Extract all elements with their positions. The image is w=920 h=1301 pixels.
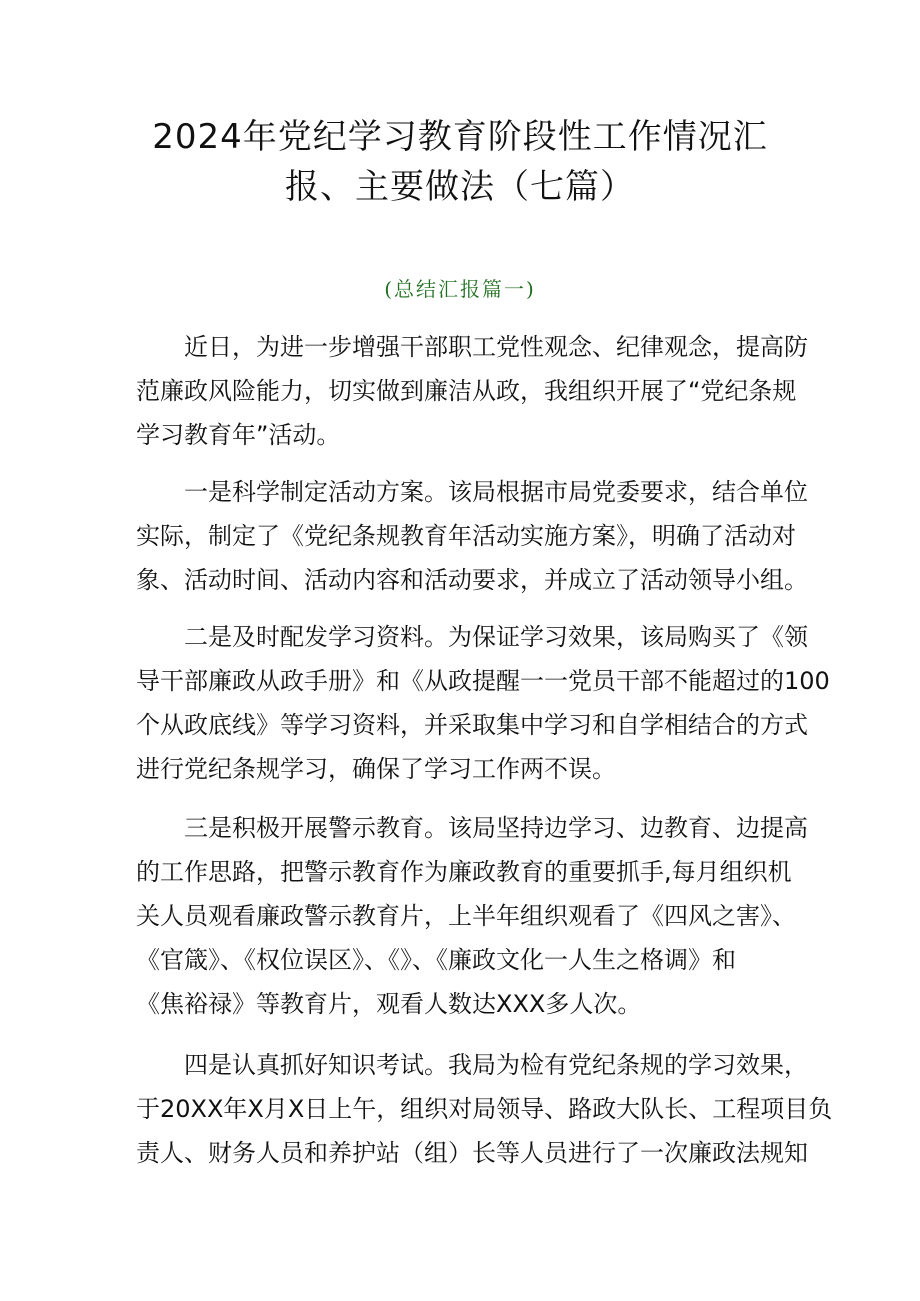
paragraph-item-3 [136, 806, 808, 1026]
text-line: 关人员观看廉政警示教育片，上半年组织观看了《四风之害》、 [136, 902, 796, 930]
text-line: 的工作思路，把警示教育作为廉政教育的重要抓手,每月组织机 [136, 858, 792, 886]
text-line: 进行党纪条规学习，确保了学习工作两不误。 [136, 755, 616, 783]
text-line: 象、活动时间、活动内容和活动要求，并成立了活动领导小组。 [136, 566, 808, 594]
text-line: 责人、财务人员和养护站（组）长等人员进行了一次廉政法规知 [136, 1139, 808, 1167]
text-line: 三是积极开展警示教育。该局坚持边学习、边教育、边提高 [184, 814, 808, 842]
text-line: 于20XX年X月X日上午，组织对局领导、路政大队长、工程项目负 [136, 1095, 833, 1123]
title-line: 2024年党纪学习教育阶段性工作情况汇 [152, 117, 768, 157]
text-line: 范廉政风险能力，切实做到廉洁从政，我组织开展了“党纪条规 [136, 377, 797, 405]
text-line: 导干部廉政从政手册》和《从政提醒一一党员干部不能超过的100 [136, 667, 830, 695]
paragraph-item-1 [136, 470, 808, 602]
text-line: 《官箴》、《权位误区》、《》、《廉政文化一人生之格调》和 [136, 946, 736, 974]
text-line: 个从政底线》等学习资料，并采取集中学习和自学相结合的方式 [136, 711, 808, 739]
paragraph-item-4 [136, 1043, 833, 1175]
text-line: 《焦裕禄》等教育片，观看人数达XXX多人次。 [136, 990, 642, 1018]
section-subtitle: (总结汇报篇一) [384, 277, 536, 301]
text-line: 四是认真抓好知识考试。我局为检有党纪条规的学习效果， [184, 1051, 808, 1079]
paragraph-intro [136, 325, 808, 457]
text-line: 一是科学制定活动方案。该局根据市局党委要求，结合单位 [184, 478, 808, 506]
paragraph-item-2 [136, 615, 830, 791]
text-line: 学习教育年”活动。 [136, 421, 341, 449]
document-title [150, 112, 770, 212]
text-line: 实际，制定了《党纪条规教育年活动实施方案》，明确了活动对 [136, 522, 796, 550]
text-line: 近日，为进一步增强干部职工党性观念、纪律观念，提高防 [184, 333, 808, 361]
text-line: 二是及时配发学习资料。为保证学习效果，该局购买了《领 [184, 623, 808, 651]
title-line: 报、主要做法（七篇） [285, 167, 635, 207]
